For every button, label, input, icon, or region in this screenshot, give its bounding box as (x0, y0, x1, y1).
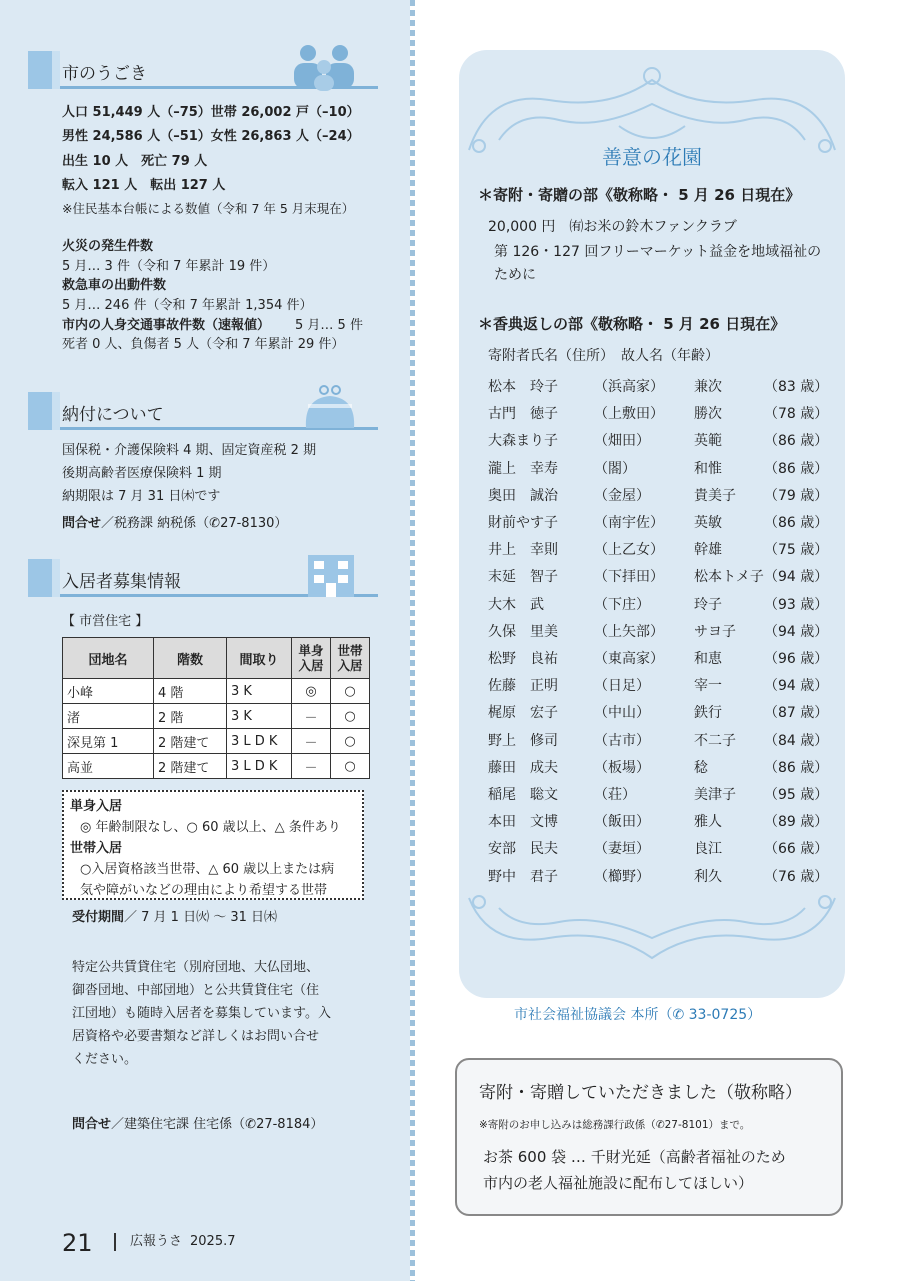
section-title: 市のうごき (62, 64, 147, 84)
section-header-city (28, 51, 378, 89)
donor-age: （86 歳） (764, 460, 829, 477)
donor-dec: 英敏 (694, 515, 722, 531)
moves-line: 転入 121 人 転出 127 人 (62, 178, 226, 193)
table-cell: － (292, 754, 331, 779)
table-cell: 深見第 1 (63, 729, 154, 754)
donor-age: （79 歳） (764, 487, 829, 504)
donor-dec: 不二子 (694, 732, 736, 749)
donation-box (455, 1058, 843, 1216)
page-number: 21 (62, 1229, 93, 1257)
donor-dec: 和惟 (694, 460, 722, 477)
payment-contact: 問合せ／税務課 納税係（✆27-8130） (62, 516, 288, 531)
donor-addr: （下庄） (594, 596, 650, 613)
purse-icon (300, 384, 360, 430)
donor-dec: 良江 (694, 841, 722, 858)
table-row (63, 704, 370, 729)
donor-name: 藤田 成夫 (488, 759, 558, 776)
donor-name: 古門 徳子 (488, 406, 558, 423)
donor-dec: 勝次 (694, 406, 722, 423)
section-title: 納付について (62, 405, 164, 425)
donor-addr: （日足） (594, 678, 650, 695)
list-item (488, 594, 828, 620)
ambulance-title: 救急車の出動件数 (62, 278, 167, 293)
housing-para3: 江団地）も随時入居者を募集しています。入 (72, 1006, 331, 1021)
donor-age: （78 歳） (764, 406, 829, 423)
housing-para2: 御沓団地、中部団地）と公共賃貸住宅（住 (72, 983, 320, 998)
ambulance-value: 5 月… 246 件（令和 7 年累計 1,354 件） (62, 298, 313, 313)
donor-addr: （下拝田） (594, 569, 664, 586)
donor-name: 本田 文博 (488, 814, 558, 831)
gender-line: 男性 24,586 人（–51）女性 26,863 人（–24） (62, 129, 360, 144)
table-cell: 2 階建て (154, 729, 227, 754)
fire-value: 5 月… 3 件（令和 7 年累計 19 件） (62, 259, 276, 274)
phone-icon: ✆ (655, 1119, 665, 1131)
donor-age: （94 歳） (764, 623, 829, 640)
accident-title: 市内の人身交通事故件数（速報値） (62, 318, 271, 333)
donor-addr: （妻垣） (594, 841, 650, 858)
donor-age: （75 歳） (764, 542, 829, 559)
donor-addr: （中山） (594, 705, 650, 722)
donor-dec: 利久 (694, 868, 722, 885)
table-cell: ◎ (292, 679, 331, 704)
donor-addr: （南宇佐） (594, 515, 664, 531)
list-item (488, 566, 828, 592)
list-item (488, 403, 828, 429)
donor-name: 安部 民夫 (488, 841, 558, 858)
donor-dec: 兼次 (694, 379, 722, 395)
donor-dec: サヨ子 (694, 623, 736, 640)
note-line: ※住民基本台帳による数値（令和 7 年 5 月末現在） (62, 201, 355, 216)
list-item (488, 811, 828, 837)
org-contact: 市社会福祉協議会 本所（✆ 33-0725） (514, 1007, 762, 1023)
footer-divider (114, 1233, 116, 1251)
donor-dec: 貴美子 (694, 487, 736, 504)
table-header: 間取り (227, 638, 292, 679)
table-row (63, 754, 370, 779)
donor-addr: （閤） (594, 460, 636, 477)
list-item (488, 702, 828, 728)
donor-age: （94 歳） (764, 678, 829, 695)
donor-addr: （上敷田） (594, 406, 664, 423)
donor-name: 松本 玲子 (488, 379, 558, 395)
list-item (488, 458, 828, 484)
list-item (488, 512, 828, 538)
donor-name: 瀧上 幸寿 (488, 460, 558, 477)
housing-para4: 居資格や必要書類など詳しくはお問い合せ (72, 1029, 320, 1044)
list-item (488, 539, 828, 565)
list-item (488, 376, 828, 402)
donor-age: （76 歳） (764, 868, 829, 885)
list-header: 寄附者氏名（住所） 故人名（年齢） (488, 348, 719, 364)
donor-addr: （板場） (594, 759, 650, 776)
donor-age: （96 歳） (764, 651, 829, 667)
donation-box-title: 寄附・寄贈していただきました（敬称略） (479, 1083, 802, 1103)
table-cell: ○ (331, 704, 370, 729)
fire-title: 火災の発生件数 (62, 239, 154, 254)
table-header: 世帯 入居 (331, 638, 370, 679)
table-header: 階数 (154, 638, 227, 679)
table-cell: 3 L D K (227, 729, 292, 754)
donor-addr: （古市） (594, 732, 650, 749)
table-header: 団地名 (63, 638, 154, 679)
housing-para5: ください。 (72, 1052, 138, 1067)
table-cell: 渚 (63, 704, 154, 729)
donor-name: 大森まり子 (488, 433, 558, 450)
card-title: 善意の花園 (602, 145, 702, 169)
section-header-payment (28, 392, 378, 430)
ornament-frame (459, 888, 845, 968)
donor-age: （87 歳） (764, 705, 829, 722)
donor-name: 財前やす子 (488, 515, 558, 531)
donor-addr: （浜高家） (594, 379, 664, 395)
table-cell: 高並 (63, 754, 154, 779)
donor-dec: 和恵 (694, 651, 722, 667)
list-item (488, 621, 828, 647)
list-item (488, 485, 828, 511)
table-cell: 3 L D K (227, 754, 292, 779)
housing-note: 単身入居 ◎ 年齢制限なし、○ 60 歳以上、△ 条件あり 世帯入居 ○入居資格該当世帯、△ 60 歳以上または病 気や障がいなどの理由により希望する世帯 (62, 790, 364, 900)
list-item (488, 675, 828, 701)
table-cell: ○ (331, 754, 370, 779)
table-cell: ○ (331, 729, 370, 754)
donation-desc1: 第 126・127 回フリーマーケット益金を地域福祉の (494, 244, 822, 260)
list-item (488, 838, 828, 864)
list-item (488, 784, 828, 810)
donor-addr: （上乙女） (594, 542, 664, 559)
payment-line1: 国保税・介護保険料 4 期、固定資産税 2 期 (62, 443, 317, 458)
donor-age: （94 歳） (764, 569, 829, 586)
section-condolence-title: ＊香典返しの部《敬称略・ 5 月 26 日現在》 (478, 315, 786, 333)
donor-dec: 幹雄 (694, 542, 722, 559)
section-title: 入居者募集情報 (62, 572, 181, 592)
donation-box-line1: お茶 600 袋 … 千財光延（高齢者福祉のため (483, 1148, 786, 1166)
payment-line3: 納期限は 7 月 31 日㈭です (62, 489, 221, 504)
population-line: 人口 51,449 人（–75）世帯 26,002 戸（–10） (62, 105, 360, 120)
table-cell: 4 階 (154, 679, 227, 704)
donation-box-line2: 市内の老人福祉施設に配布してほしい） (483, 1174, 754, 1192)
payment-line2: 後期高齢者医療保険料 1 期 (62, 466, 222, 481)
house-icon (302, 551, 360, 599)
donor-age: （83 歳） (764, 379, 829, 395)
donor-dec: 宰一 (694, 678, 722, 695)
donor-age: （89 歳） (764, 814, 829, 831)
section-donation-title: ＊寄附・寄贈の部《敬称略・ 5 月 26 日現在》 (478, 186, 801, 204)
table-cell: － (292, 704, 331, 729)
donor-age: （93 歳） (764, 596, 829, 613)
donor-dec: 稔 (694, 759, 708, 776)
donor-age: （66 歳） (764, 841, 829, 858)
phone-icon: ✆ (209, 516, 221, 531)
accident-detail: 死者 0 人、負傷者 5 人（令和 7 年累計 29 件） (62, 337, 345, 352)
donor-name: 松野 良祐 (488, 651, 558, 667)
table-cell: 3 K (227, 704, 292, 729)
donor-age: （86 歳） (764, 759, 829, 776)
donor-name: 久保 里美 (488, 623, 558, 640)
housing-table (62, 637, 370, 779)
housing-contact: 問合せ／建築住宅課 住宅係（✆27-8184） (72, 1117, 324, 1132)
issue-date: 2025.7 (190, 1234, 236, 1249)
list-item (488, 757, 828, 783)
donor-name: 佐藤 正明 (488, 678, 558, 695)
donor-dec: 松本トメ子 (694, 569, 764, 586)
donor-name: 大木 武 (488, 596, 544, 613)
donor-age: （95 歳） (764, 787, 829, 803)
housing-para1: 特定公共賃貸住宅（別府団地、大仏団地、 (72, 960, 320, 975)
donor-addr: （荘） (594, 787, 636, 803)
list-item (488, 430, 828, 456)
donor-addr: （金屋） (594, 487, 650, 504)
donor-name: 野上 修司 (488, 732, 558, 749)
table-row (63, 729, 370, 754)
donation-amount: 20,000 円 ㈲お米の鈴木ファンクラブ (488, 219, 737, 235)
donor-dec: 鉄行 (694, 705, 722, 722)
donor-addr: （東高家） (594, 651, 664, 667)
donation-desc2: ために (494, 267, 536, 283)
accident-value: 5 月… 5 件 (295, 318, 363, 333)
donor-name: 梶原 宏子 (488, 705, 558, 722)
donor-name: 野中 君子 (488, 868, 558, 885)
donor-dec: 美津子 (694, 787, 736, 803)
phone-icon: ✆ (672, 1007, 689, 1023)
donor-addr: （上矢部） (594, 623, 664, 640)
donation-box-note: ※寄附のお申し込みは総務課行政係（✆27-8101）まで。 (479, 1119, 751, 1131)
table-cell: ○ (331, 679, 370, 704)
donor-addr: （飯田） (594, 814, 650, 831)
donor-dec: 玲子 (694, 596, 722, 613)
donor-addr: （櫛野） (594, 868, 650, 885)
column-divider (410, 0, 415, 1281)
section-header-housing (28, 559, 378, 597)
table-cell: － (292, 729, 331, 754)
list-item (488, 730, 828, 756)
table-header: 単身 入居 (292, 638, 331, 679)
donor-name: 奥田 誠治 (488, 487, 558, 504)
table-row (63, 679, 370, 704)
donor-name: 稲尾 聡文 (488, 787, 558, 803)
donor-addr: （畑田） (594, 433, 650, 450)
list-item (488, 648, 828, 674)
table-cell: 3 K (227, 679, 292, 704)
housing-subhead: 【 市営住宅 】 (62, 614, 149, 629)
publication-name: 広報うさ (130, 1234, 183, 1249)
list-item (488, 866, 828, 892)
table-cell: 小峰 (63, 679, 154, 704)
donor-name: 井上 幸則 (488, 542, 558, 559)
donor-name: 末延 智子 (488, 569, 558, 586)
donor-age: （86 歳） (764, 433, 829, 450)
donor-dec: 雅人 (694, 814, 722, 831)
application-period: 受付期間／ 7 月 1 日㈫ ～ 31 日㈭ (72, 910, 278, 925)
donor-age: （84 歳） (764, 732, 829, 749)
births-line: 出生 10 人 死亡 79 人 (62, 154, 208, 169)
table-cell: 2 階建て (154, 754, 227, 779)
donor-age: （86 歳） (764, 515, 829, 531)
phone-icon: ✆ (245, 1117, 257, 1132)
donor-dec: 英範 (694, 433, 722, 450)
table-cell: 2 階 (154, 704, 227, 729)
people-icon (290, 43, 360, 91)
